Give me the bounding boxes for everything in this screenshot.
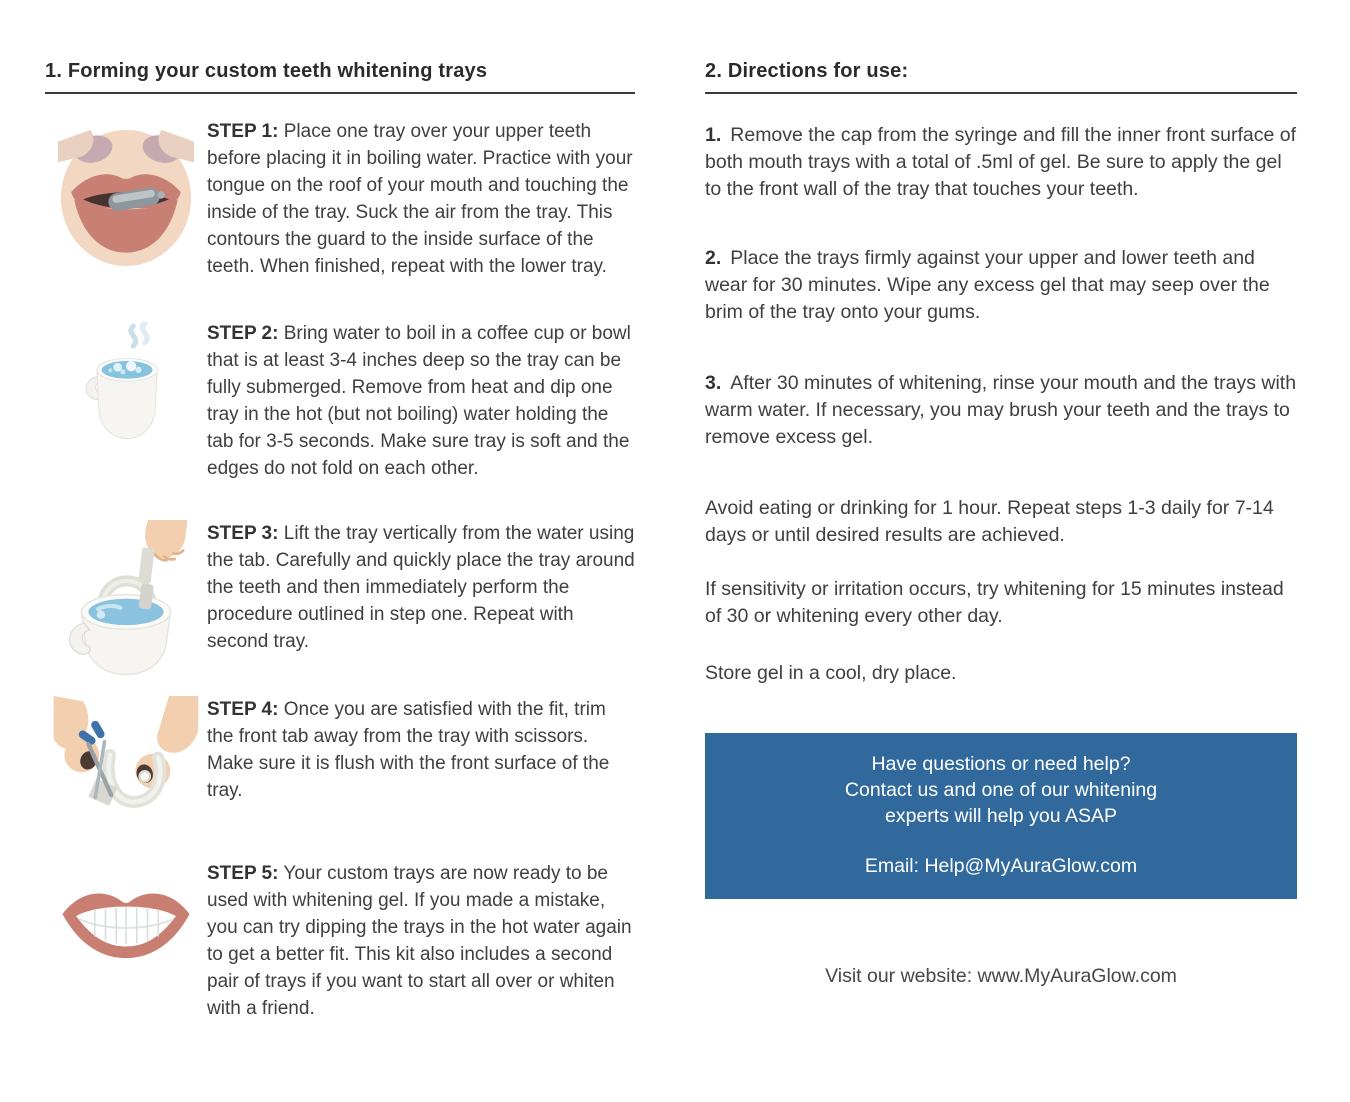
help-email: Email: Help@MyAuraGlow.com (864, 855, 1138, 877)
help-box-line-1: Have questions or need help? (871, 753, 1131, 775)
direction-3-number: 3. (705, 372, 722, 394)
direction-2: 2. Place the trays firmly against your upper and lower teeth and wear for 30 minutes. Wipe any excess gel that may seep over the brim of the tray onto your gums. (705, 247, 1270, 323)
website-link-text: Visit our website: www.MyAuraGlow.com (825, 965, 1177, 987)
step-3-row (45, 520, 635, 676)
step-5-row (45, 860, 635, 1022)
step-1-icon-cell (45, 118, 207, 266)
step-1-row (45, 118, 635, 280)
directions-heading: 2. Directions for use: (705, 60, 1297, 94)
direction-3: 3. After 30 minutes of whitening, rinse your mouth and the trays with warm water. If necessary, you may brush your teeth and the trays to remove excess gel. (705, 372, 1297, 448)
step-2-row (45, 320, 635, 482)
direction-1-number: 1. (705, 124, 722, 146)
step-2-text: STEP 2: Bring water to boil in a coffee cup or bowl that is at least 3-4 inches deep so the tray can be fully submerged. Remove from heat and dip one tray in the hot (but not boiling) water holding the tab for 3-5 seconds. Make sure tray is soft and the edges do not fold on each other. (207, 323, 631, 479)
scissors-trimming-tray-icon (51, 696, 201, 830)
hand-dipping-tray-icon (56, 520, 196, 676)
steaming-cup-icon (74, 322, 178, 452)
note-sensitivity: If sensitivity or irritation occurs, try whitening for 15 minutes instead of 30 or whitening every other day. (705, 578, 1284, 627)
step-5-text: STEP 5: Your custom trays are now ready to be used with whitening gel. If you made a mistake, you can try dipping the trays in the hot water again to get a better fit. This kit also includes a second pair of trays if you want to start all over or whiten with a friend. (207, 863, 632, 1019)
direction-2-number: 2. (705, 247, 722, 269)
step-4-label: STEP 4: (207, 699, 279, 720)
help-contact-box (705, 733, 1297, 899)
step-3-label: STEP 3: (207, 523, 279, 544)
step-2-icon-cell (45, 320, 207, 452)
step-5-label: STEP 5: (207, 863, 279, 884)
forming-trays-section (45, 60, 635, 1022)
step-2-label: STEP 2: (207, 323, 279, 344)
note-avoid-eating: Avoid eating or drinking for 1 hour. Repeat steps 1-3 daily for 7-14 days or until desired results are achieved. (705, 497, 1274, 546)
help-box-line-2: Contact us and one of our whitening (844, 779, 1158, 801)
direction-1: 1. Remove the cap from the syringe and fill the inner front surface of both mouth trays with a total of .5ml of gel. Be sure to apply the gel to the front wall of the tray that touches your teeth. (705, 124, 1297, 200)
step-4-icon-cell (45, 696, 207, 830)
step-1-label: STEP 1: (207, 121, 279, 142)
step-4-text: STEP 4: Once you are satisfied with the fit, trim the front tab away from the tray with scissors. Make sure it is flush with the front surface of the tray. (207, 699, 610, 801)
forming-trays-heading: 1. Forming your custom teeth whitening trays (45, 60, 635, 94)
directions-section (705, 60, 1297, 988)
step-1-text: STEP 1: Place one tray over your upper teeth before placing it in boiling water. Practice with your tongue on the roof of your mouth and touching the inside of the tray. Suck the air from the tray. This contours the guard to the inside surface of the teeth. When finished, repeat with the lower tray. (207, 121, 633, 277)
step-3-icon-cell (45, 520, 207, 676)
smiling-teeth-icon (57, 878, 195, 966)
step-4-row (45, 696, 635, 830)
help-box-line-3: experts will help you ASAP (885, 805, 1117, 827)
note-storage: Store gel in a cool, dry place. (705, 662, 957, 684)
step-5-icon-cell (45, 860, 207, 966)
mouth-with-tray-icon (52, 118, 200, 266)
step-3-text: STEP 3: Lift the tray vertically from the water using the tab. Carefully and quickly place the tray around the teeth and then immediately perform the procedure outlined in step one. Repeat with second tray. (207, 523, 635, 652)
